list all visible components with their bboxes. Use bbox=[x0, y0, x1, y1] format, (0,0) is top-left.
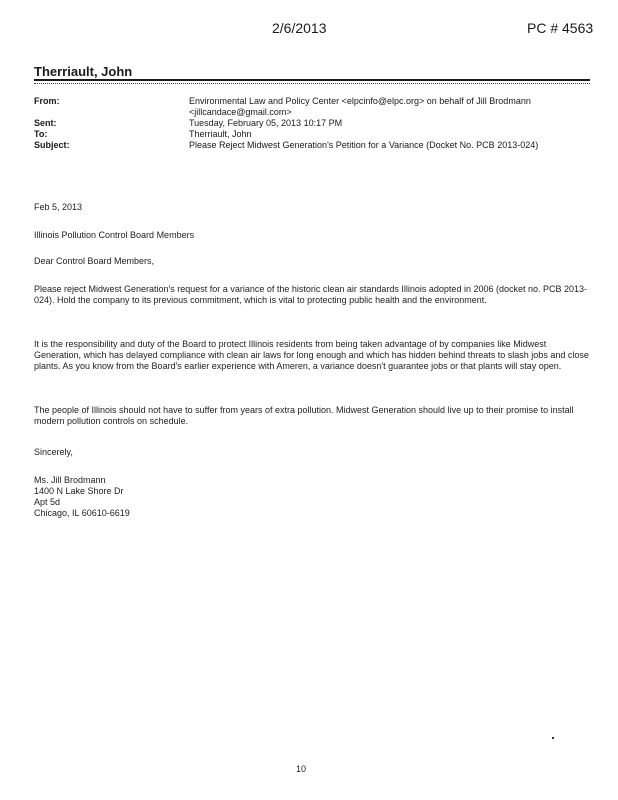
letter-closing: Sincerely, bbox=[34, 447, 73, 457]
to-value: Therriault, John bbox=[189, 129, 252, 139]
from-value-line2: <jillcandace@gmail.com> bbox=[189, 107, 292, 117]
signature-apt: Apt 5d bbox=[34, 497, 61, 507]
letter-addressee: Illinois Pollution Control Board Members bbox=[34, 230, 195, 240]
page-number: 10 bbox=[296, 764, 307, 774]
letter-paragraph-1: Please reject Midwest Generation's request for a variance of the historic clean air standards Illinois adopted in 2006 (docket no. PCB 2013-024). Hold the company to its previous commitment, which is vital to protecting public health and the environment. bbox=[34, 284, 588, 305]
letter-date: Feb 5, 2013 bbox=[34, 202, 83, 212]
email-header-fields bbox=[34, 96, 590, 151]
signature-street: 1400 N Lake Shore Dr bbox=[34, 486, 124, 496]
pc-number: PC # 4563 bbox=[527, 20, 594, 36]
from-row bbox=[34, 96, 590, 118]
from-label: From: bbox=[34, 96, 60, 106]
letter-salutation: Dear Control Board Members, bbox=[34, 256, 155, 266]
subject-value: Please Reject Midwest Generation's Petition for a Variance (Docket No. PCB 2013-024) bbox=[189, 140, 539, 150]
scan-speck bbox=[552, 737, 554, 739]
letter-paragraph-2: It is the responsibility and duty of the Board to protect Illinois residents from being taken advantage of by companies like Midwest Generation, which has delayed compliance with clean air laws for long enough and which has hidden behind threats to slash jobs and close plants. As you know from the Board's earlier experience with Ameren, a variance doesn't guarantee jobs or that plants will stay open. bbox=[34, 339, 589, 371]
header-rule bbox=[34, 79, 590, 81]
to-label: To: bbox=[34, 129, 48, 139]
sent-row bbox=[34, 118, 590, 129]
header-dotted-rule bbox=[34, 83, 590, 84]
sent-value: Tuesday, February 05, 2013 10:17 PM bbox=[189, 118, 343, 128]
signature-name: Ms. Jill Brodmann bbox=[34, 475, 106, 485]
sent-label: Sent: bbox=[34, 118, 57, 128]
header-date: 2/6/2013 bbox=[272, 20, 327, 36]
mailbox-owner-name: Therriault, John bbox=[34, 64, 133, 79]
subject-label: Subject: bbox=[34, 140, 70, 150]
from-value bbox=[189, 96, 590, 118]
to-row bbox=[34, 129, 590, 140]
signature-city: Chicago, IL 60610-6619 bbox=[34, 508, 130, 518]
from-value-line1: Environmental Law and Policy Center <elpcinfo@elpc.org> on behalf of Jill Brodmann bbox=[189, 96, 531, 106]
letter-paragraph-3: The people of Illinois should not have to suffer from years of extra pollution. Midwest Generation should live up to their promise to install modern pollution controls on schedule. bbox=[34, 405, 574, 426]
signature-block bbox=[34, 475, 590, 519]
subject-row bbox=[34, 140, 590, 151]
